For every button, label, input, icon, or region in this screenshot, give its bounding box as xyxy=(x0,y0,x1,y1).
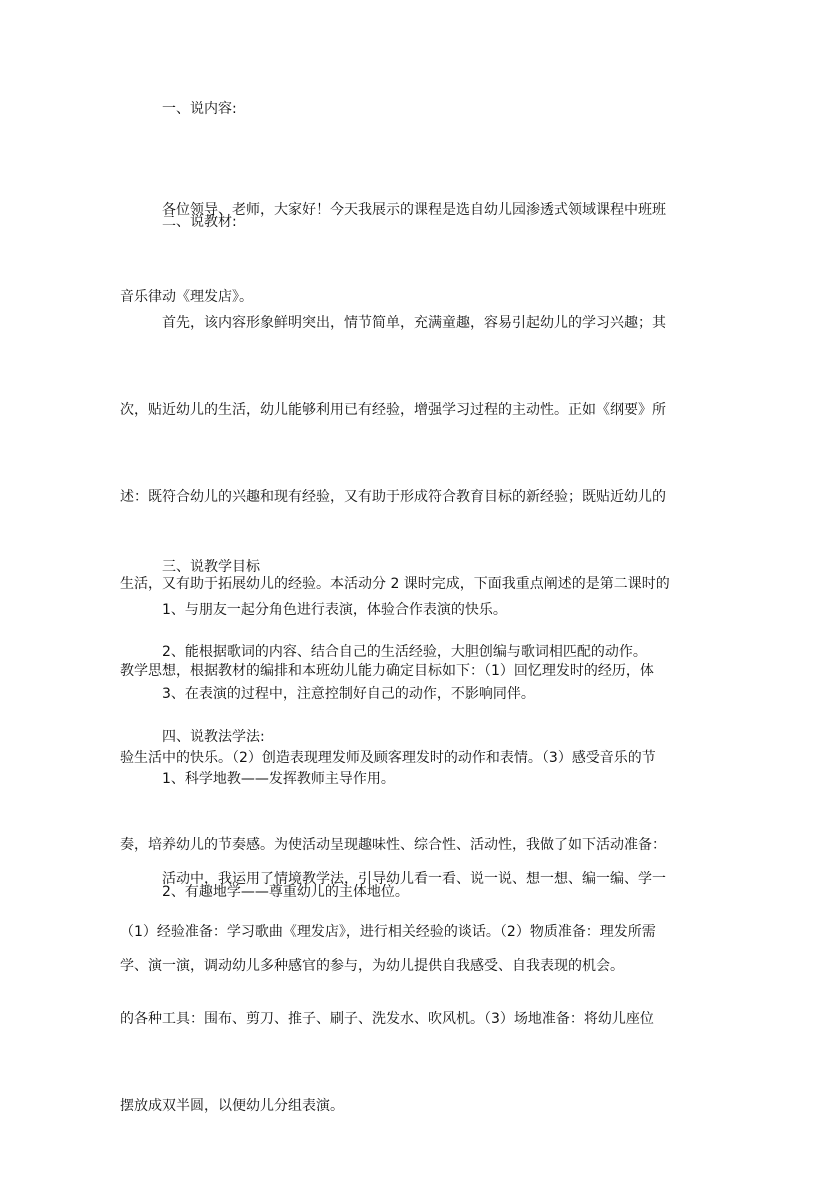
paragraph-line: 教学思想，根据教材的编排和本班幼儿能力确定目标如下：（1）回忆理发时的经历，体 xyxy=(120,663,654,679)
paragraph-line: 活动中，我运用了情境教学法，引导幼儿看一看、说一说、想一想、编一编、学一 xyxy=(162,871,666,887)
goal-item-2: 2、能根据歌词的内容、结合自己的生活经验，大胆创编与歌词相匹配的动作。 xyxy=(162,644,647,660)
section-2-paragraph xyxy=(120,251,700,1179)
paragraph-line: 摆放成双半圆，以便幼儿分组表演。 xyxy=(120,1098,344,1114)
section-3-heading: 三、说教学目标 xyxy=(162,559,260,575)
goal-item-3: 3、在表演的过程中，注意控制好自己的动作，不影响同伴。 xyxy=(162,686,535,702)
section-1-heading: 一、说内容: xyxy=(162,101,237,117)
paragraph-line: 的各种工具：围布、剪刀、推子、刷子、洗发水、吹风机。（3）场地准备：将幼儿座位 xyxy=(120,1011,654,1027)
method-item-1: 1、科学地教——发挥教师主导作用。 xyxy=(162,771,395,787)
paragraph-line: （1）经验准备：学习歌曲《理发店》，进行相关经验的谈话。（2）物质准备：理发所需 xyxy=(120,924,656,940)
paragraph-line: 奏，培养幼儿的节奏感。为使活动呈现趣味性、综合性、活动性，我做了如下活动准备： xyxy=(120,837,666,853)
paragraph-line: 生活，又有助于拓展幼儿的经验。本活动分 2 课时完成，下面我重点阐述的是第二课时的 xyxy=(120,576,670,592)
method-item-2: 2、有趣地学——尊重幼儿的主体地位。 xyxy=(162,884,409,900)
paragraph-line: 述：既符合幼儿的兴趣和现有经验，又有助于形成符合教育目标的新经验；既贴近幼儿的 xyxy=(120,489,666,505)
paragraph-line: 首先，该内容形象鲜明突出，情节简单，充满童趣，容易引起幼儿的学习兴趣；其 xyxy=(162,315,666,331)
paragraph-line: 次，贴近幼儿的生活，幼儿能够利用已有经验，增强学习过程的主动性。正如《纲要》所 xyxy=(120,402,666,418)
paragraph-line: 验生活中的快乐。（2）创造表现理发师及顾客理发时的动作和表情。（3）感受音乐的节 xyxy=(120,750,656,766)
section-4-heading: 四、说教法学法: xyxy=(162,729,265,745)
section-4-paragraph xyxy=(120,807,700,1039)
goal-item-1: 1、与朋友一起分角色进行表演，体验合作表演的快乐。 xyxy=(162,602,507,618)
paragraph-line: 学、演一演，调动幼儿多种感官的参与，为幼儿提供自我感受、自我表现的机会。 xyxy=(120,958,624,974)
paragraph-line: 音乐律动《理发店》。 xyxy=(120,289,253,305)
section-2-heading: 二、说教材: xyxy=(162,214,237,230)
paragraph-line: 各位领导、老师，大家好！今天我展示的课程是选自幼儿园渗透式领域课程中班班 xyxy=(162,202,666,218)
